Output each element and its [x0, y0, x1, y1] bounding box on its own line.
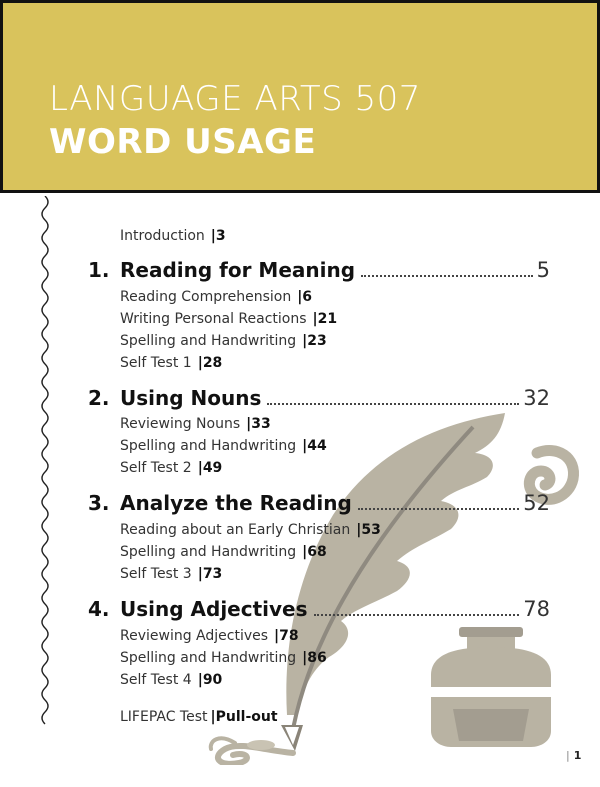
- section-page: |68: [302, 544, 327, 560]
- unit-number: 3.: [88, 491, 110, 515]
- unit-heading: Using Adjectives: [120, 597, 308, 621]
- toc-intro-label: Introduction: [120, 228, 205, 244]
- toc-section[interactable]: [120, 628, 299, 644]
- dot-leader: [358, 508, 519, 510]
- section-label: Self Test 2: [120, 460, 192, 476]
- section-label: Reviewing Adjectives: [120, 628, 269, 644]
- toc-section[interactable]: [120, 460, 222, 476]
- page-number: [566, 749, 581, 762]
- section-page: |44: [302, 438, 327, 454]
- lifepac-test-label: LIFEPAC Test: [120, 709, 208, 725]
- toc-section[interactable]: [120, 650, 327, 666]
- toc-section[interactable]: [120, 311, 337, 327]
- toc-section[interactable]: [120, 438, 327, 454]
- lifepac-test-page: |Pull-out: [210, 709, 278, 725]
- toc-section[interactable]: [120, 522, 381, 538]
- unit-page: 5: [536, 258, 550, 282]
- unit-page: 52: [523, 491, 550, 515]
- unit-title: WORD USAGE: [49, 122, 317, 162]
- toc-unit-3[interactable]: [88, 491, 550, 521]
- section-page: |6: [297, 289, 313, 305]
- unit-number: 2.: [88, 386, 110, 410]
- unit-number: 1.: [88, 258, 110, 282]
- unit-page: 32: [523, 386, 550, 410]
- unit-heading: Using Nouns: [120, 386, 262, 410]
- section-page: |33: [246, 416, 271, 432]
- section-page: |49: [197, 460, 223, 476]
- section-label: Spelling and Handwriting: [120, 650, 297, 666]
- section-label: Self Test 1: [120, 355, 192, 371]
- toc-unit-2[interactable]: [88, 386, 550, 416]
- section-label: Reading about an Early Christian: [120, 522, 351, 538]
- toc-section[interactable]: [120, 566, 222, 582]
- section-page: |86: [302, 650, 327, 666]
- dot-leader: [267, 403, 519, 405]
- section-label: Self Test 3: [120, 566, 192, 582]
- toc-section[interactable]: [120, 333, 327, 349]
- dot-leader: [314, 614, 520, 616]
- section-label: Spelling and Handwriting: [120, 333, 297, 349]
- section-page: |90: [197, 672, 223, 688]
- section-page: |73: [197, 566, 223, 582]
- toc-unit-1[interactable]: [88, 258, 550, 288]
- toc-unit-4[interactable]: [88, 597, 550, 627]
- toc-section[interactable]: [120, 416, 271, 432]
- section-label: Reviewing Nouns: [120, 416, 241, 432]
- section-page: |21: [312, 311, 338, 327]
- unit-number: 4.: [88, 597, 110, 621]
- toc-intro[interactable]: [120, 228, 226, 244]
- section-label: Self Test 4: [120, 672, 192, 688]
- unit-heading: Reading for Meaning: [120, 258, 356, 282]
- unit-heading: Analyze the Reading: [120, 491, 352, 515]
- dot-leader: [361, 275, 533, 277]
- toc-intro-page: |3: [210, 228, 226, 244]
- section-page: |23: [302, 333, 327, 349]
- toc-section[interactable]: [120, 544, 327, 560]
- section-label: Writing Personal Reactions: [120, 311, 307, 327]
- page-number-value: 1: [573, 749, 582, 762]
- section-label: Spelling and Handwriting: [120, 438, 297, 454]
- section-page: |53: [356, 522, 381, 538]
- course-subject: LANGUAGE ARTS 507: [49, 79, 421, 119]
- page-number-separator: |: [566, 749, 570, 762]
- toc-section[interactable]: [120, 672, 222, 688]
- unit-page: 78: [523, 597, 550, 621]
- toc-lifepac-test[interactable]: [120, 709, 278, 725]
- section-page: |28: [197, 355, 223, 371]
- toc-section[interactable]: [120, 289, 312, 305]
- toc-section[interactable]: [120, 355, 222, 371]
- section-label: Reading Comprehension: [120, 289, 292, 305]
- section-page: |78: [274, 628, 299, 644]
- section-label: Spelling and Handwriting: [120, 544, 297, 560]
